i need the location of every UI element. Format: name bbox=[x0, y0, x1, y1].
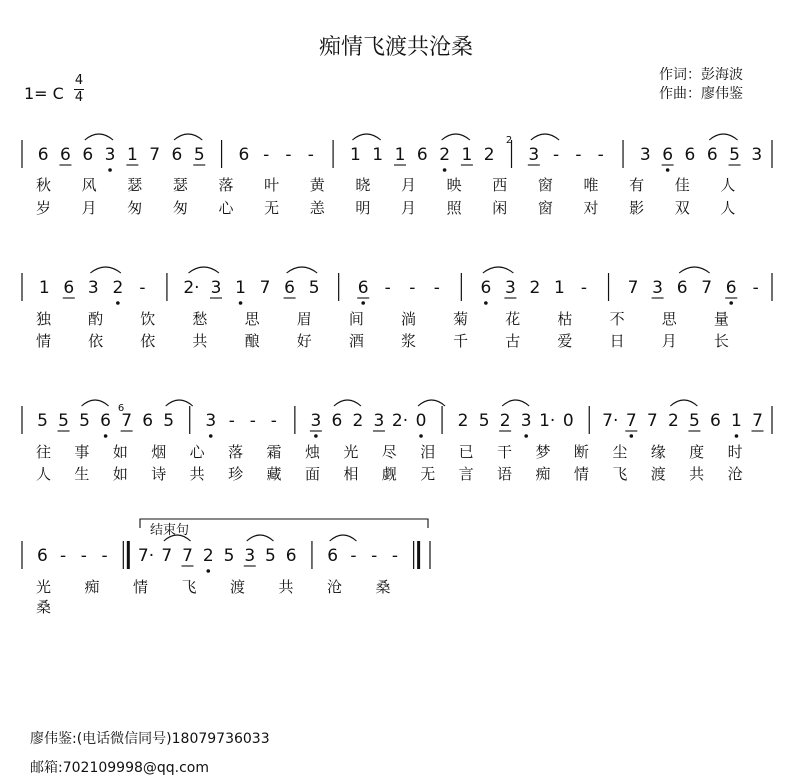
note: 7 bbox=[161, 546, 173, 566]
octave-dot bbox=[116, 301, 120, 305]
note: 6 bbox=[82, 145, 94, 165]
note: 2 bbox=[202, 546, 214, 566]
lyric-line2-char: 情 bbox=[573, 465, 589, 483]
note: 6 bbox=[416, 145, 428, 165]
note: 1 bbox=[461, 145, 473, 165]
note: 2· bbox=[391, 411, 409, 431]
note: 2 bbox=[667, 411, 679, 431]
note: - bbox=[580, 278, 588, 298]
slur bbox=[502, 400, 529, 406]
lyric-line2-char: 岁 bbox=[36, 199, 52, 217]
octave-dot bbox=[108, 168, 112, 172]
slur bbox=[334, 400, 361, 406]
note: 2 bbox=[457, 411, 469, 431]
lyric-line1-char: 尽 bbox=[381, 443, 397, 461]
lyric-line1-char: 烟 bbox=[151, 443, 167, 461]
lyric-line1-char: 间 bbox=[348, 310, 364, 328]
slur bbox=[82, 400, 109, 406]
note: - bbox=[80, 546, 87, 566]
composer-credit: 作曲：廖伟鉴 bbox=[659, 86, 743, 102]
lyric-line1-char: 唯 bbox=[583, 176, 599, 194]
lyric-line1-char: 饮 bbox=[140, 310, 156, 328]
note: 6 bbox=[100, 411, 112, 431]
lyric-line2-char: 月 bbox=[401, 199, 417, 217]
note: 7 bbox=[121, 411, 133, 431]
lyric-line2-char: 诗 bbox=[151, 465, 167, 483]
lyric-line1-char: 霜 bbox=[266, 443, 282, 461]
note: 3 bbox=[87, 278, 99, 298]
note: 1 bbox=[235, 278, 246, 298]
note: 6 bbox=[36, 546, 48, 566]
slur bbox=[85, 134, 113, 140]
note: 2· bbox=[183, 278, 200, 298]
note: - bbox=[384, 278, 391, 298]
lyric-line1-char: 晓 bbox=[355, 176, 371, 194]
lyric-line1-char: 共 bbox=[278, 578, 294, 596]
lyric-line2-char: 好 bbox=[296, 332, 312, 350]
octave-dot bbox=[104, 434, 108, 438]
note: 6 bbox=[142, 411, 154, 431]
note: 3 bbox=[310, 411, 322, 431]
octave-dot bbox=[361, 301, 365, 305]
octave-dot bbox=[484, 301, 488, 305]
note: 3 bbox=[751, 145, 763, 165]
lyric-line2-char: 无 bbox=[264, 199, 280, 217]
lyric-line2-char: 浆 bbox=[401, 332, 417, 350]
lyric-line2-char: 长 bbox=[713, 332, 729, 350]
lyric-line2-char: 人 bbox=[36, 465, 52, 483]
slur bbox=[418, 400, 445, 406]
grace-note: 6 bbox=[117, 403, 125, 414]
note: 6 bbox=[706, 145, 718, 165]
lyric-line2-char: 酒 bbox=[348, 332, 364, 350]
lyric-line1-char: 度 bbox=[689, 443, 705, 461]
lyric-line1-char: 瑟 bbox=[172, 176, 188, 194]
lyric-line1-char: 瑟 bbox=[127, 176, 143, 194]
note: 1 bbox=[394, 145, 406, 165]
note: 5 bbox=[37, 411, 48, 431]
note: - bbox=[553, 145, 560, 165]
note: 3 bbox=[373, 411, 385, 431]
lyric-line2-char: 言 bbox=[458, 465, 474, 483]
lyric-line1-char: 梦 bbox=[535, 443, 551, 461]
octave-dot bbox=[630, 434, 634, 438]
lyric-line1-char: 痴 bbox=[84, 578, 100, 596]
lyric-line2-char: 酿 bbox=[244, 332, 260, 350]
lyric-line1-char: 花 bbox=[505, 310, 521, 328]
slur bbox=[670, 400, 697, 406]
note: - bbox=[391, 546, 398, 566]
lyric-line1-char: 情 bbox=[133, 578, 149, 596]
note: 2 bbox=[112, 278, 124, 298]
note: 7 bbox=[627, 278, 639, 298]
note: 5 bbox=[58, 411, 69, 431]
lyric-line1-char: 月 bbox=[401, 176, 417, 194]
lyric-line2-char: 渡 bbox=[650, 465, 666, 483]
note: 6 bbox=[63, 278, 75, 298]
note: - bbox=[228, 411, 235, 431]
lyric-line1-char: 光 bbox=[343, 443, 359, 461]
lyric-line1-char: 干 bbox=[497, 443, 513, 461]
note: - bbox=[263, 145, 270, 165]
slur bbox=[287, 267, 318, 273]
note: 1 bbox=[731, 411, 742, 431]
note: 7 bbox=[701, 278, 713, 298]
note: 7 bbox=[752, 411, 763, 431]
lyric-line1-char: 往 bbox=[36, 443, 52, 461]
note: - bbox=[101, 546, 108, 566]
lyric-line2-char: 无 bbox=[420, 465, 436, 483]
lyric-line2-char: 飞 bbox=[612, 465, 628, 483]
lyric-line2-char: 千 bbox=[453, 332, 469, 350]
lyricist-credit: 作词：彭海波 bbox=[659, 67, 743, 83]
lyric-line2-char: 爱 bbox=[557, 332, 573, 350]
note: 0 bbox=[562, 411, 574, 431]
lyric-line2-char: 月 bbox=[661, 332, 677, 350]
octave-dot bbox=[666, 168, 670, 172]
lyric-line2-char: 匆 bbox=[172, 199, 188, 217]
lyric-line2-char: 如 bbox=[112, 465, 128, 483]
lyric-line2-char: 古 bbox=[505, 332, 521, 350]
note: 3 bbox=[504, 278, 516, 298]
ending-label: 结束句 bbox=[150, 523, 190, 538]
note: - bbox=[270, 411, 277, 431]
note: 1 bbox=[126, 145, 138, 165]
note: 6 bbox=[357, 278, 369, 298]
note: 1 bbox=[372, 145, 384, 165]
note: 7· bbox=[137, 546, 155, 566]
note: 6 bbox=[284, 278, 296, 298]
lyric-line2-char: 日 bbox=[609, 332, 625, 350]
octave-dot bbox=[729, 301, 733, 305]
time-signature-bottom: 4 bbox=[74, 90, 84, 105]
lyric-line1-char: 烛 bbox=[304, 443, 320, 461]
note: 6 bbox=[238, 145, 250, 165]
lyric-line1-char: 光 bbox=[36, 578, 52, 596]
footer-contact: 廖伟鉴:(电话微信同号)18079736033 bbox=[30, 731, 270, 747]
note: 2 bbox=[499, 411, 511, 431]
octave-dot bbox=[314, 434, 318, 438]
lyric-line2-char: 觑 bbox=[381, 465, 397, 483]
lyric-line2-char: 语 bbox=[497, 465, 513, 483]
lyric-line2-char: 月 bbox=[81, 199, 97, 217]
lyric-line2-char: 情 bbox=[36, 332, 52, 350]
note: - bbox=[752, 278, 759, 298]
lyric-line1-char: 叶 bbox=[264, 176, 280, 194]
note: 2 bbox=[529, 278, 541, 298]
lyric-line2-char: 匆 bbox=[127, 199, 143, 217]
note: 2 bbox=[352, 411, 364, 431]
lyric-line1-char: 思 bbox=[244, 310, 260, 328]
note: 6 bbox=[331, 411, 343, 431]
lyric-line2-char: 生 bbox=[74, 465, 90, 483]
lyric-line1-char: 佳 bbox=[674, 176, 690, 194]
note: 7 bbox=[149, 145, 161, 165]
lyric-line2-char: 痴 bbox=[535, 465, 551, 483]
note: 7 bbox=[182, 546, 193, 566]
lyric-line1-char: 映 bbox=[446, 176, 462, 194]
lyric-line1-char: 桑 bbox=[375, 578, 391, 596]
note: 6 bbox=[60, 145, 71, 165]
note: 6 bbox=[725, 278, 737, 298]
lyric-line1-char: 渡 bbox=[230, 578, 246, 596]
lyric-line1-char: 飞 bbox=[181, 578, 197, 596]
lyric-line2-char: 共 bbox=[192, 332, 208, 350]
note: 6 bbox=[676, 278, 688, 298]
lyric-line2-char: 桑 bbox=[36, 598, 52, 616]
lyric-line1-char: 落 bbox=[218, 176, 234, 194]
note: 3 bbox=[652, 278, 664, 298]
lyric-line2-char: 对 bbox=[583, 199, 599, 217]
note: 7 bbox=[646, 411, 658, 431]
note: 6 bbox=[710, 411, 721, 431]
lyric-line1-char: 不 bbox=[609, 310, 625, 328]
note: 6 bbox=[480, 278, 492, 298]
lyric-line2-char: 照 bbox=[446, 199, 462, 217]
slur bbox=[188, 267, 219, 273]
lyric-line1-char: 黄 bbox=[309, 176, 325, 194]
slur bbox=[531, 134, 559, 140]
slur bbox=[174, 134, 202, 140]
lyric-line2-char: 恙 bbox=[309, 199, 325, 217]
note: - bbox=[285, 145, 292, 165]
octave-dot bbox=[419, 434, 423, 438]
note: 6 bbox=[285, 546, 297, 566]
lyric-line1-char: 泪 bbox=[420, 443, 436, 461]
note: 3 bbox=[210, 278, 222, 298]
note: 5 bbox=[265, 546, 276, 566]
lyric-line1-char: 尘 bbox=[612, 443, 628, 461]
footer-email: 邮箱:702109998@qq.com bbox=[30, 760, 210, 776]
lyric-line1-char: 落 bbox=[228, 443, 244, 461]
note: - bbox=[575, 145, 582, 165]
note: - bbox=[60, 546, 67, 566]
note: 2 bbox=[439, 145, 451, 165]
key-signature: 1= C bbox=[24, 84, 64, 103]
note: 3 bbox=[639, 145, 651, 165]
note: 1· bbox=[539, 411, 556, 431]
lyric-line2-char: 面 bbox=[304, 465, 320, 483]
lyric-line2-char: 相 bbox=[343, 465, 359, 483]
slur bbox=[166, 400, 193, 406]
lyric-line2-char: 人 bbox=[720, 199, 736, 217]
slur bbox=[330, 535, 357, 541]
slur bbox=[352, 134, 380, 140]
lyric-line1-char: 枯 bbox=[557, 310, 573, 328]
note: - bbox=[433, 278, 440, 298]
note: - bbox=[249, 411, 256, 431]
octave-dot bbox=[206, 569, 210, 573]
lyric-line2-char: 闲 bbox=[492, 199, 508, 217]
note: 6 bbox=[327, 546, 339, 566]
note: 7 bbox=[259, 278, 271, 298]
note: 3 bbox=[244, 546, 256, 566]
note: - bbox=[371, 546, 378, 566]
lyric-line1-char: 窗 bbox=[537, 176, 553, 194]
note: 1 bbox=[349, 145, 361, 165]
note: - bbox=[409, 278, 416, 298]
lyric-line2-char: 沧 bbox=[727, 465, 743, 483]
slur bbox=[90, 267, 121, 273]
lyric-line1-char: 断 bbox=[573, 443, 589, 461]
note: - bbox=[350, 546, 357, 566]
note: 5 bbox=[193, 145, 205, 165]
lyric-line1-char: 事 bbox=[74, 443, 90, 461]
lyric-line1-char: 风 bbox=[81, 176, 97, 194]
lyric-line2-char: 藏 bbox=[266, 465, 282, 483]
note: 5 bbox=[308, 278, 320, 298]
note: 5 bbox=[688, 411, 700, 431]
note: 3 bbox=[104, 145, 116, 165]
lyric-line1-char: 西 bbox=[492, 176, 508, 194]
time-signature-top: 4 bbox=[74, 73, 84, 88]
note: 6 bbox=[684, 145, 696, 165]
lyric-line2-char: 共 bbox=[189, 465, 205, 483]
lyric-line1-char: 量 bbox=[713, 310, 729, 328]
note: 2 bbox=[483, 145, 495, 165]
note: 5 bbox=[79, 411, 90, 431]
octave-dot bbox=[524, 434, 528, 438]
note: 0 bbox=[415, 411, 427, 431]
note: 1 bbox=[38, 278, 50, 298]
lyric-line2-char: 影 bbox=[629, 199, 645, 217]
slur bbox=[483, 267, 514, 273]
note: 6 bbox=[37, 145, 49, 165]
note: 3 bbox=[528, 145, 540, 165]
octave-dot bbox=[443, 168, 447, 172]
grace-note: 2 bbox=[505, 135, 513, 146]
slur bbox=[442, 134, 470, 140]
lyric-line2-char: 心 bbox=[218, 199, 234, 217]
lyric-line2-char: 依 bbox=[88, 332, 104, 350]
note: 6 bbox=[662, 145, 674, 165]
note: 1 bbox=[554, 278, 565, 298]
lyric-line1-char: 愁 bbox=[192, 310, 208, 328]
lyric-line2-char: 窗 bbox=[537, 199, 553, 217]
octave-dot bbox=[735, 434, 739, 438]
note: 3 bbox=[520, 411, 532, 431]
lyric-line1-char: 时 bbox=[727, 443, 743, 461]
note: 3 bbox=[205, 411, 217, 431]
octave-dot bbox=[209, 434, 213, 438]
lyric-line1-char: 菊 bbox=[453, 310, 469, 328]
note: 7 bbox=[625, 411, 637, 431]
lyric-line1-char: 眉 bbox=[296, 310, 312, 328]
lyric-line1-char: 如 bbox=[112, 443, 128, 461]
lyric-line1-char: 人 bbox=[720, 176, 736, 194]
lyric-line1-char: 独 bbox=[36, 310, 52, 328]
note: 5 bbox=[223, 546, 235, 566]
lyric-line1-char: 淌 bbox=[401, 310, 417, 328]
lyric-line2-char: 珍 bbox=[228, 465, 244, 483]
note: 5 bbox=[729, 145, 740, 165]
note: 5 bbox=[478, 411, 490, 431]
lyric-line1-char: 沧 bbox=[327, 578, 343, 596]
lyric-line1-char: 秋 bbox=[36, 176, 52, 194]
lyric-line1-char: 缘 bbox=[650, 443, 666, 461]
lyric-line2-char: 共 bbox=[689, 465, 705, 483]
note: 7· bbox=[602, 411, 619, 431]
lyric-line2-char: 明 bbox=[355, 199, 371, 217]
lyric-line1-char: 酌 bbox=[88, 310, 104, 328]
lyric-line1-char: 思 bbox=[661, 310, 677, 328]
lyric-line1-char: 已 bbox=[458, 443, 474, 461]
slur bbox=[247, 535, 274, 541]
note: - bbox=[597, 145, 604, 165]
lyric-line1-char: 心 bbox=[189, 443, 205, 461]
note: 6 bbox=[171, 145, 183, 165]
song-title: 痴情飞渡共沧桑 bbox=[318, 35, 473, 60]
slur bbox=[709, 134, 737, 140]
lyric-line1-char: 有 bbox=[629, 176, 645, 194]
lyric-line2-char: 双 bbox=[674, 199, 690, 217]
note: - bbox=[139, 278, 146, 298]
note: - bbox=[307, 145, 314, 165]
note: 5 bbox=[163, 411, 175, 431]
slur bbox=[679, 267, 710, 273]
lyric-line2-char: 依 bbox=[140, 332, 156, 350]
octave-dot bbox=[239, 301, 243, 305]
